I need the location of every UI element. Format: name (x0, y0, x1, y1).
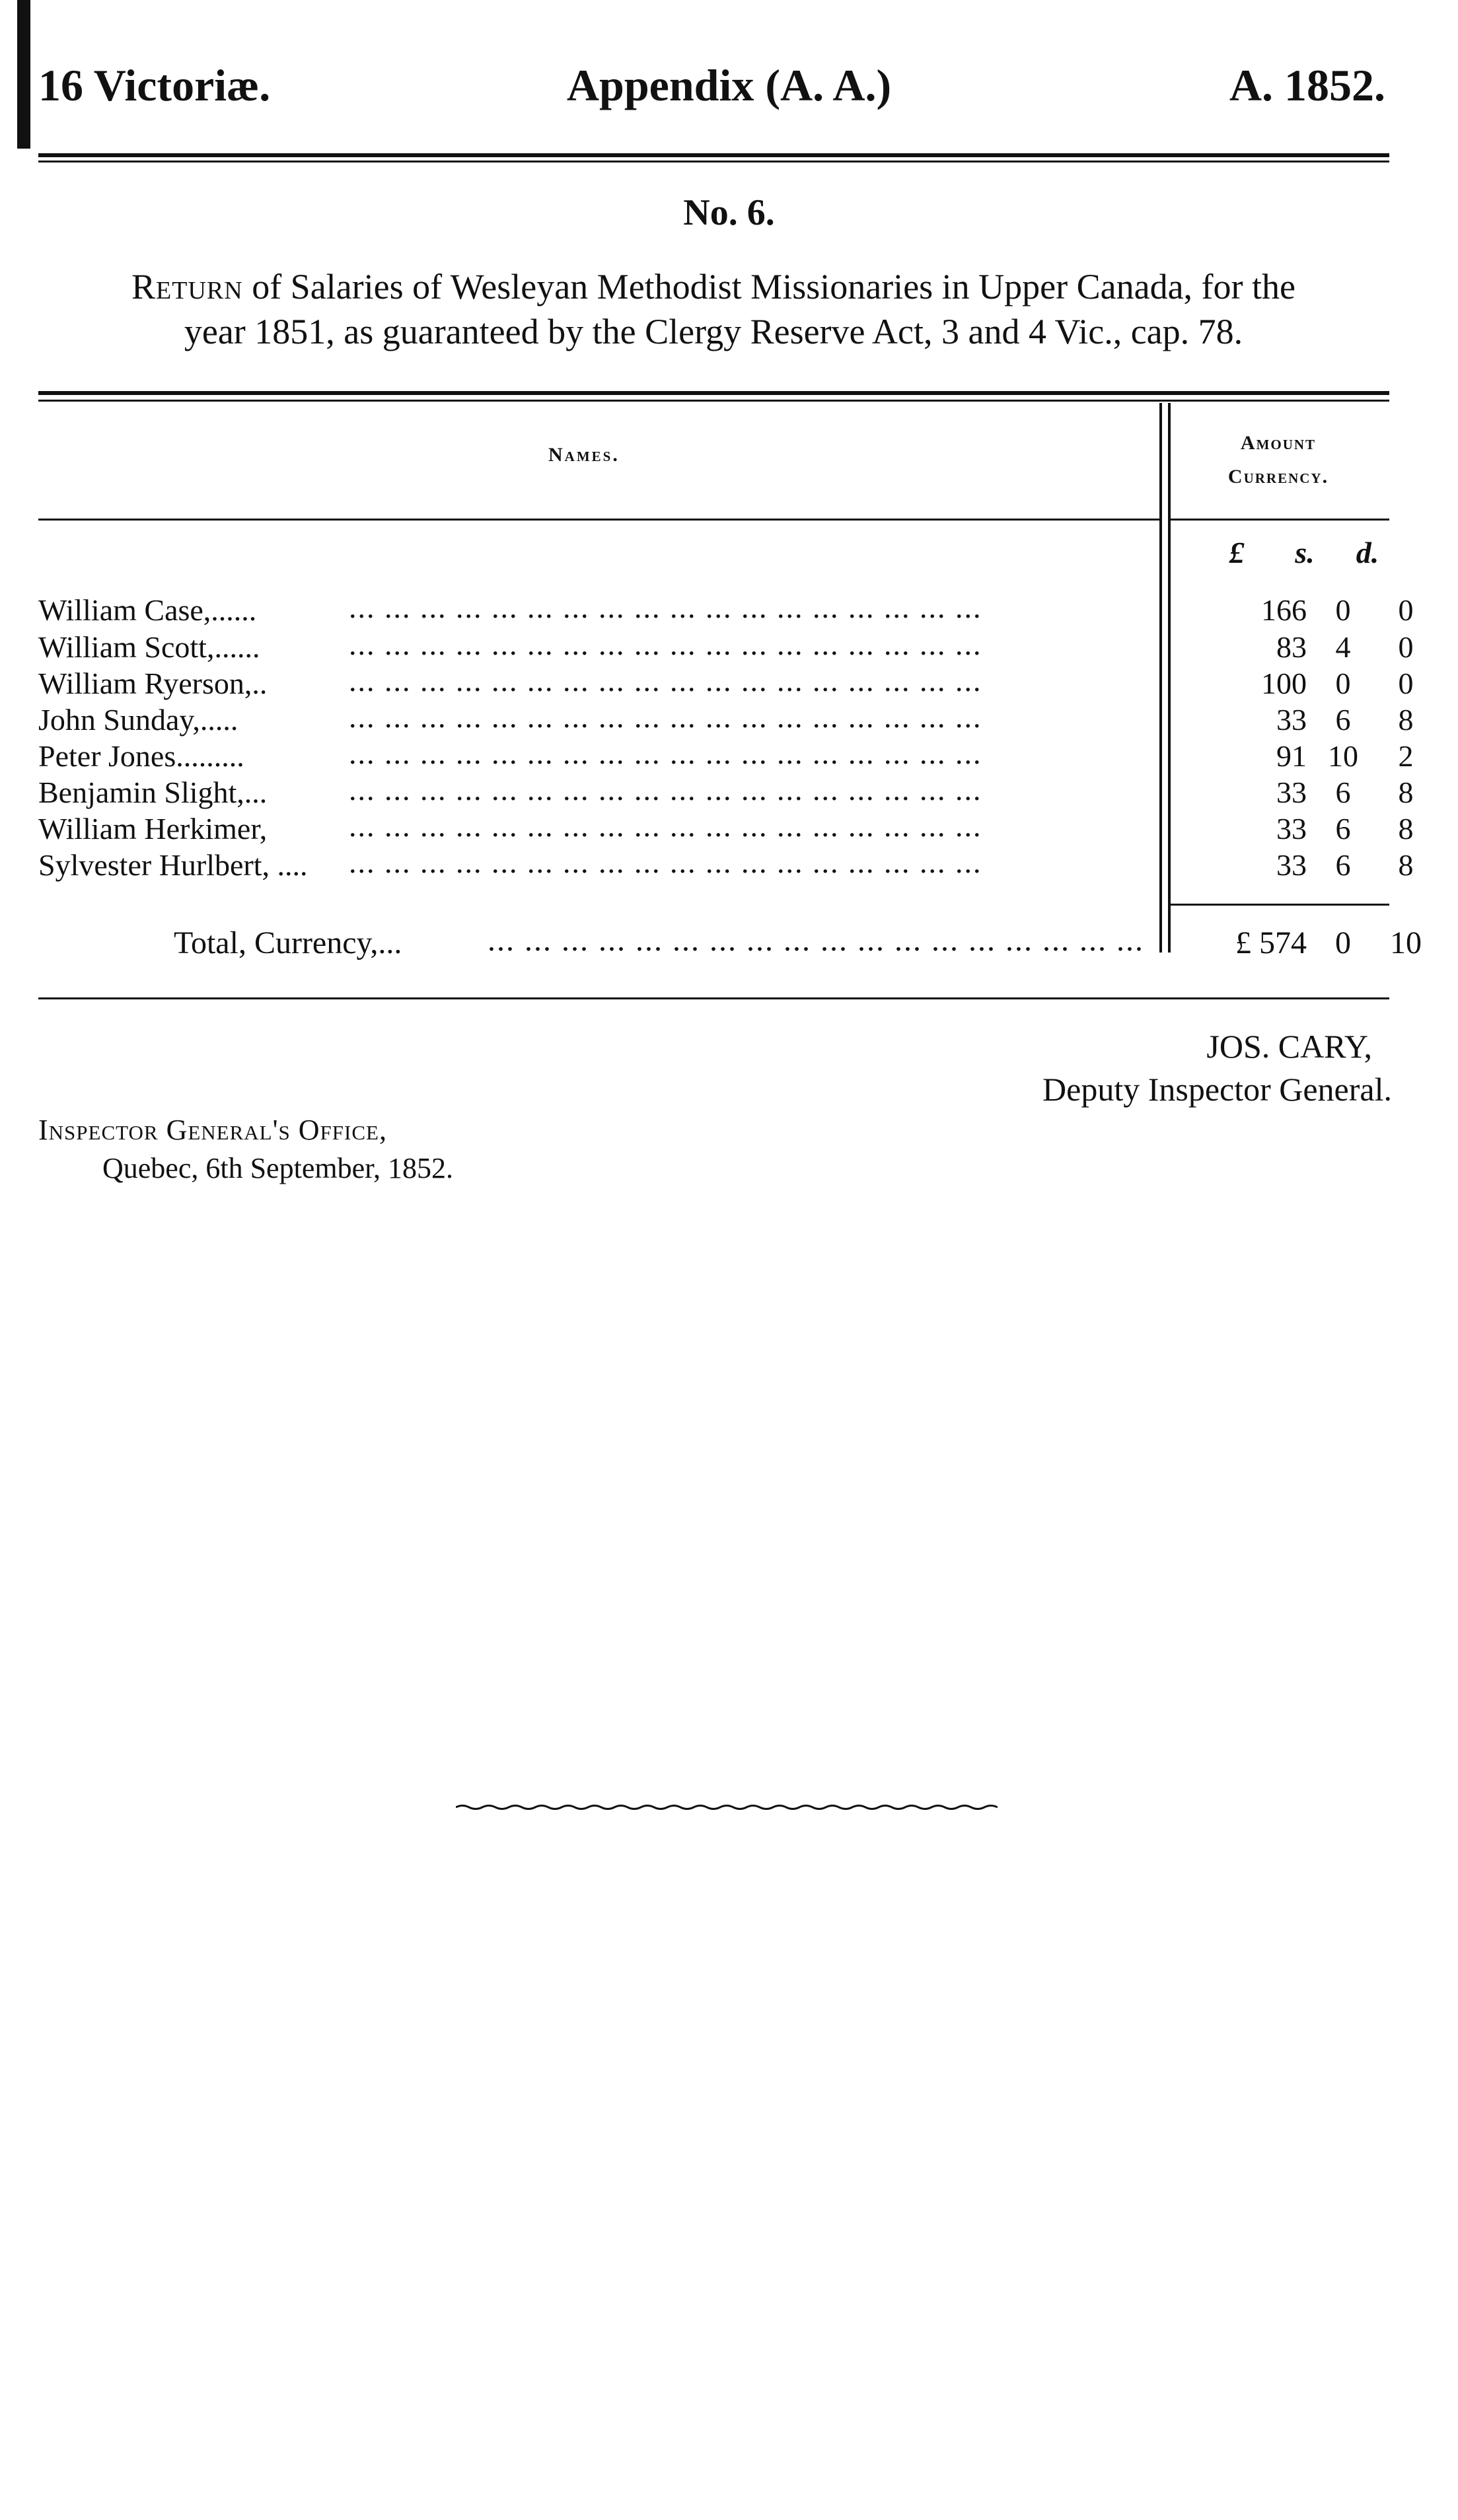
row-name: Benjamin Slight,... (38, 775, 268, 809)
row-pounds: 83 (1276, 630, 1307, 664)
amount-header-line2: Currency. (1227, 466, 1329, 487)
total-label: Total, Currency,... (174, 925, 402, 960)
row-name: William Scott,...... (38, 630, 260, 664)
total-shillings: 0 (1335, 925, 1351, 960)
row-name: William Herkimer, (38, 812, 268, 846)
total-sum-rule (1171, 904, 1389, 906)
row-dot-leader: ... ... ... ... ... ... ... ... ... ... ... ... ... ... ... ... ... ... (349, 700, 982, 734)
document-title-line2: year 1851, as guaranteed by the Clergy Reserve Act, 3 and 4 Vic., cap. 78. (184, 312, 1243, 351)
header-rule-top (38, 153, 1389, 157)
row-pounds: 33 (1276, 812, 1307, 846)
row-shillings: 6 (1335, 775, 1351, 809)
row-pence: 8 (1398, 812, 1414, 846)
title-line1-text: of Salaries of Wesleyan Methodist Missionaries in Upper Canada, for the (252, 267, 1295, 306)
unit-shillings: s. (1295, 536, 1315, 569)
row-dot-leader: ... ... ... ... ... ... ... ... ... ... ... ... ... ... ... ... ... ... (349, 737, 982, 770)
header-session: 16 Victoriæ. (38, 60, 271, 110)
total-dot-leader: ... ... ... ... ... ... ... ... ... ... ... ... ... ... ... ... ... ... (488, 923, 1144, 958)
total-row (38, 925, 1426, 964)
signature-title: Deputy Inspector General. (1042, 1071, 1392, 1108)
row-shillings: 10 (1328, 739, 1358, 773)
table-row (38, 593, 1426, 630)
row-shillings: 6 (1335, 703, 1351, 737)
table-row (38, 702, 1426, 739)
names-column-header: Names. (548, 444, 620, 466)
row-pence: 0 (1398, 593, 1414, 627)
row-dot-leader: ... ... ... ... ... ... ... ... ... ... ... ... ... ... ... ... ... ... (349, 664, 982, 698)
row-pence: 0 (1398, 630, 1414, 664)
row-pence: 8 (1398, 848, 1414, 882)
row-pence: 8 (1398, 703, 1414, 737)
title-lead-word: Return (131, 267, 243, 306)
table-row (38, 738, 1426, 775)
table-row (38, 775, 1426, 812)
document-title-line1 (40, 266, 1387, 308)
row-dot-leader: ... ... ... ... ... ... ... ... ... ... ... ... ... ... ... ... ... ... (349, 809, 982, 843)
amount-header-rule (1171, 519, 1389, 521)
row-shillings: 0 (1335, 666, 1351, 700)
signature-name: JOS. CARY, (1206, 1028, 1372, 1065)
row-dot-leader: ... ... ... ... ... ... ... ... ... ... ... ... ... ... ... ... ... ... (349, 591, 982, 624)
row-pounds: 166 (1261, 593, 1307, 627)
header-year: A. 1852. (1229, 60, 1385, 110)
row-name: Peter Jones......... (38, 739, 244, 773)
table-rule-bottom (38, 997, 1389, 999)
row-name: William Ryerson,.. (38, 666, 268, 700)
total-pence: 10 (1390, 925, 1422, 960)
row-dot-leader: ... ... ... ... ... ... ... ... ... ... ... ... ... ... ... ... ... ... (349, 846, 982, 879)
row-dot-leader: ... ... ... ... ... ... ... ... ... ... ... ... ... ... ... ... ... ... (349, 773, 982, 807)
amount-column-header (1179, 426, 1377, 493)
table-row (38, 811, 1426, 848)
unit-pence: d. (1356, 536, 1379, 569)
table-rule-top-thin (38, 400, 1389, 402)
office-name: Inspector General's Office, (38, 1114, 387, 1146)
table-rule-top (38, 391, 1389, 395)
unit-pounds: £ (1229, 536, 1245, 569)
table-row (38, 630, 1426, 666)
row-pounds: 91 (1276, 739, 1307, 773)
row-dot-leader: ... ... ... ... ... ... ... ... ... ... ... ... ... ... ... ... ... ... (349, 628, 982, 661)
row-shillings: 6 (1335, 812, 1351, 846)
names-header-rule (38, 519, 1159, 521)
document-number: No. 6. (683, 192, 775, 233)
total-pounds: £ 574 (1235, 925, 1307, 960)
row-shillings: 0 (1335, 593, 1351, 627)
row-pence: 0 (1398, 666, 1414, 700)
row-name: William Case,...... (38, 593, 257, 627)
table-row (38, 847, 1426, 884)
header-rule-bottom (38, 161, 1389, 162)
row-shillings: 4 (1335, 630, 1351, 664)
table-row (38, 666, 1426, 703)
row-name: John Sunday,..... (38, 703, 238, 737)
row-pence: 8 (1398, 775, 1414, 809)
row-pounds: 100 (1261, 666, 1307, 700)
row-name: Sylvester Hurlbert, .... (38, 848, 308, 882)
row-pence: 2 (1398, 739, 1414, 773)
row-pounds: 33 (1276, 775, 1307, 809)
header-appendix: Appendix (A. A.) (566, 60, 892, 110)
row-pounds: 33 (1276, 703, 1307, 737)
row-shillings: 6 (1335, 848, 1351, 882)
row-pounds: 33 (1276, 848, 1307, 882)
amount-header-line1: Amount (1240, 432, 1317, 454)
office-date: Quebec, 6th September, 1852. (102, 1152, 453, 1184)
closing-ornament-rule (456, 1803, 998, 1811)
